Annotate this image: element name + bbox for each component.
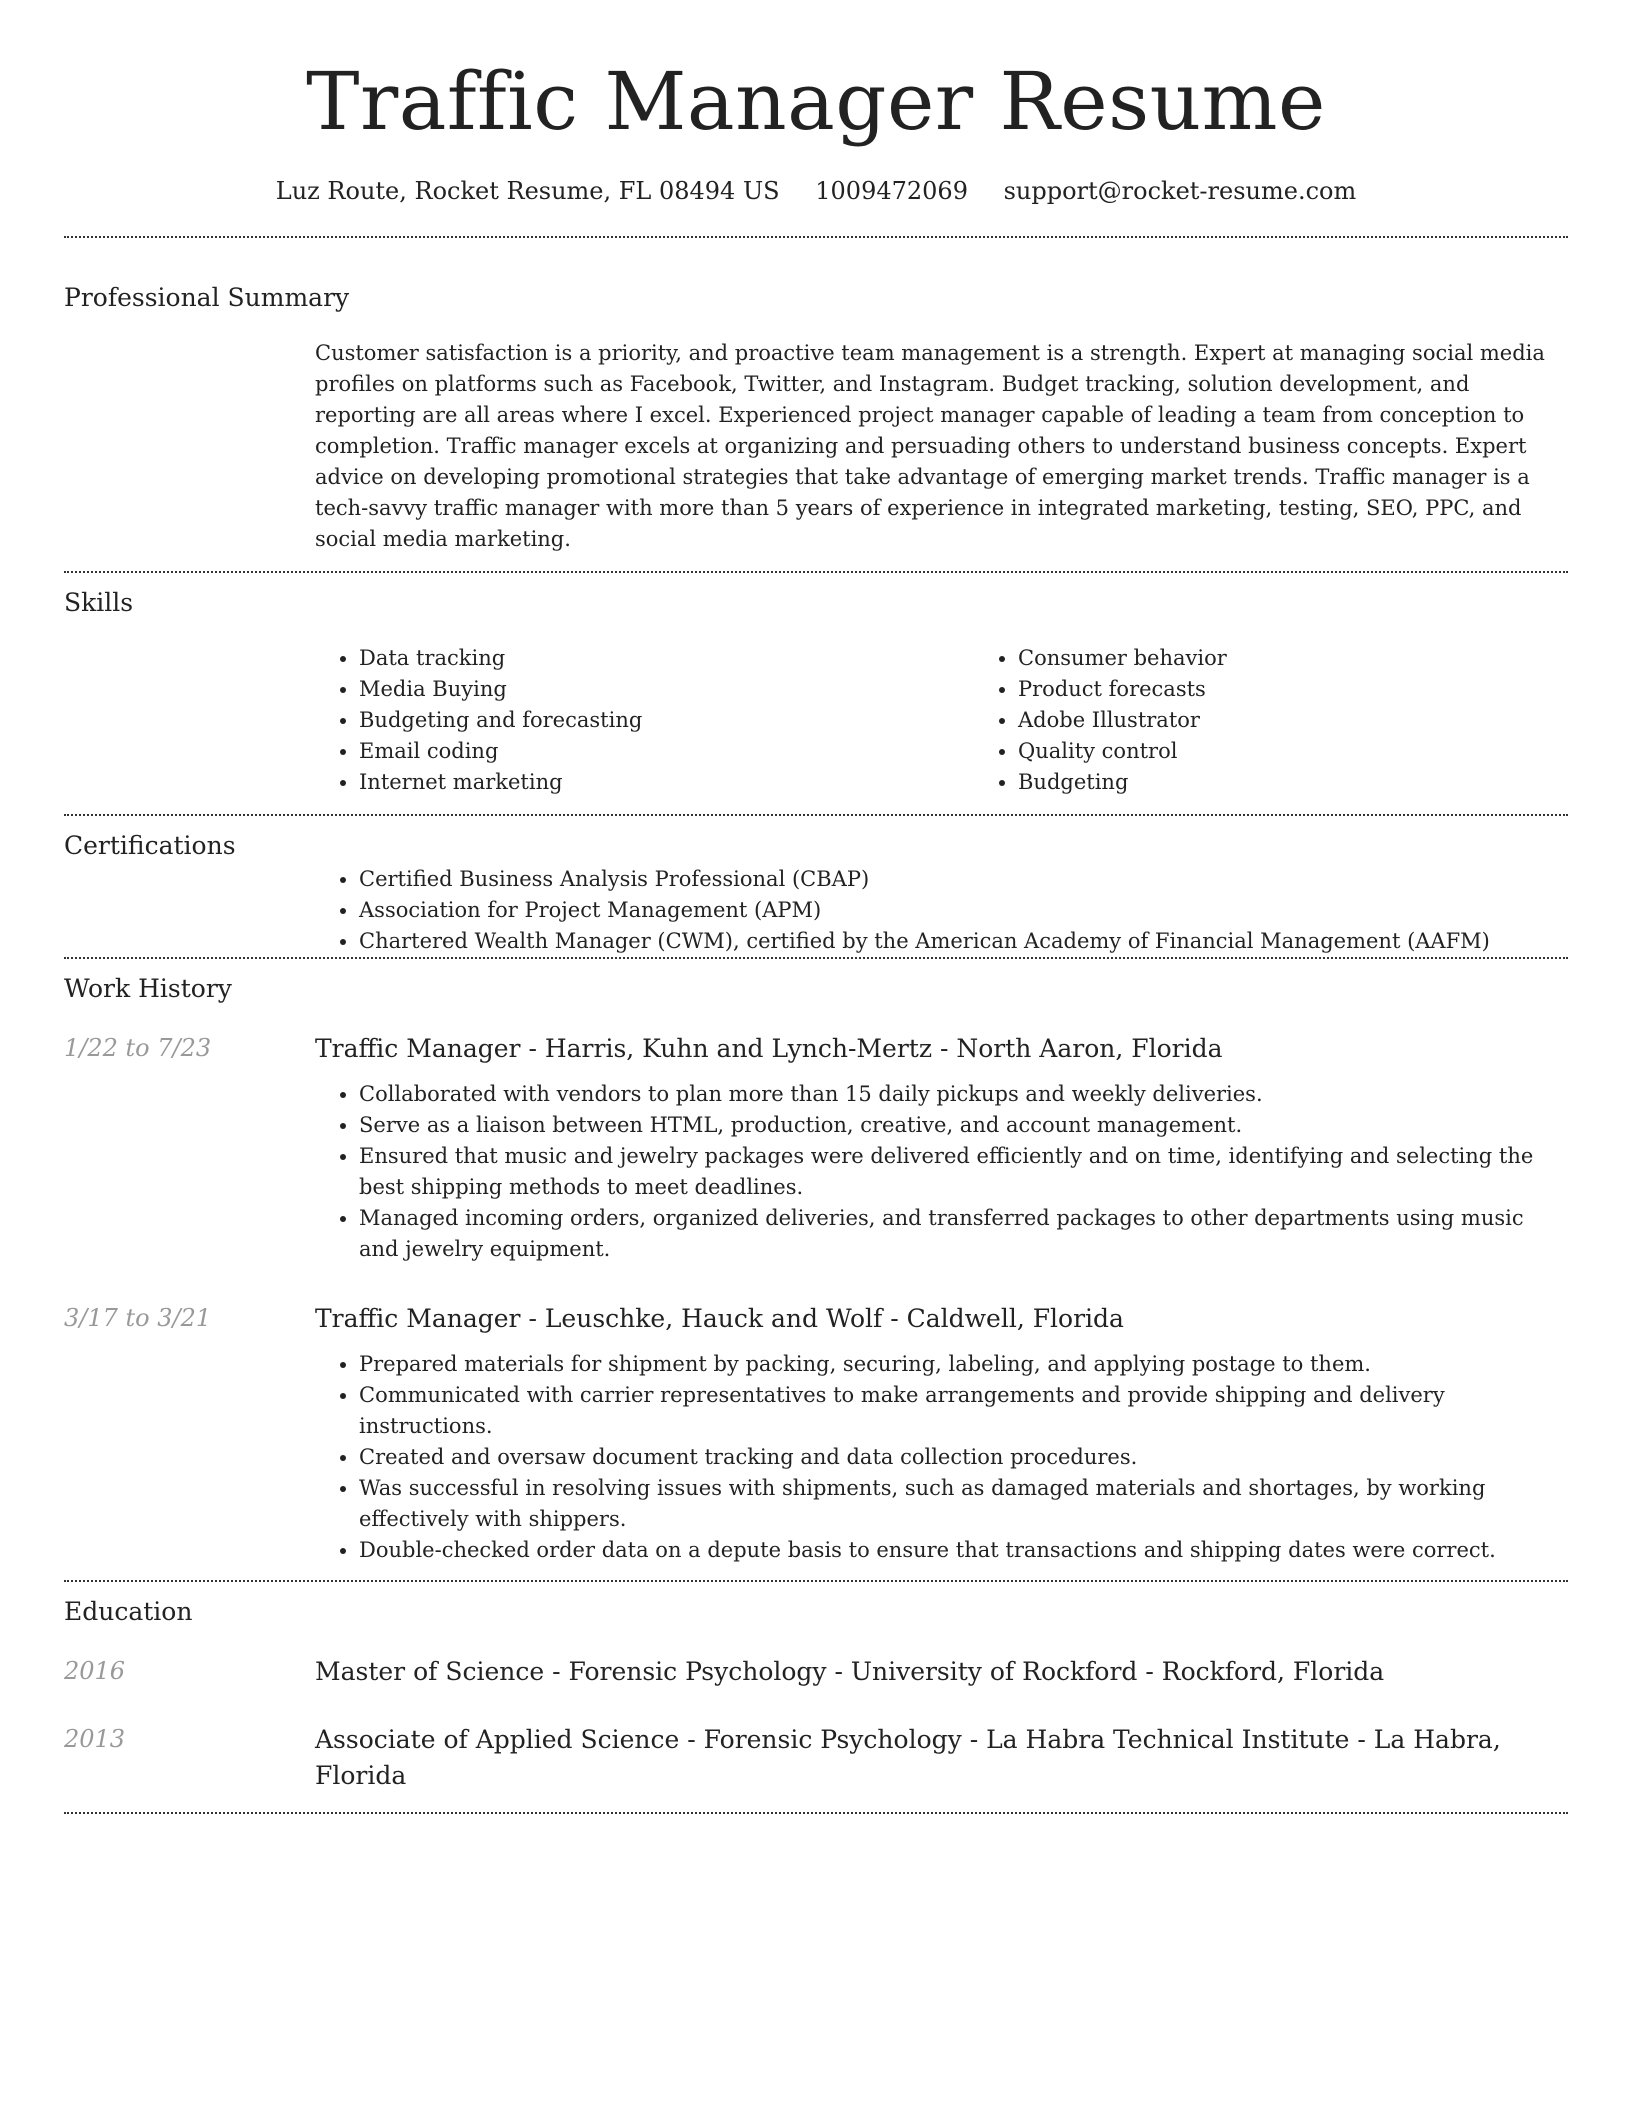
skills-grid: [315, 643, 1632, 798]
work-history-section: [64, 959, 1568, 1580]
certifications-section: [64, 816, 1568, 957]
job-bullet: • Double-checked order data on a depute basis to ensure that transactions and shipping dates were correct.: [359, 1535, 1568, 1566]
education-year: 2013: [64, 1725, 126, 1753]
job-bullet: • Communicated with carrier representatives to make arrangements and provide shipping and delivery instructions.: [359, 1380, 1568, 1442]
certifications-list: [315, 864, 1568, 957]
skill-item: • Internet marketing: [359, 767, 974, 798]
job-bullet: • Managed incoming orders, organized deliveries, and transferred packages to other departments using music and jewelry equipment.: [359, 1203, 1568, 1265]
job-dates: 1/22 to 7/23: [64, 1034, 212, 1062]
skills-list-left: [315, 643, 974, 798]
skill-item: • Product forecasts: [1018, 674, 1632, 705]
summary-section: [64, 238, 1568, 571]
resume-header: [64, 48, 1568, 208]
job-bullet: • Was successful in resolving issues with shipments, such as damaged materials and shortages, by working effectively with shippers.: [359, 1473, 1568, 1535]
job-bullet: • Created and oversaw document tracking and data collection procedures.: [359, 1442, 1568, 1473]
summary-text: Customer satisfaction is a priority, and proactive team management is a strength. Expert at managing social media profiles on platforms such as Facebook, Twitter, and Instagram. Budget tracking, solution development, and reporting are all areas where I excel. Experienced project manager capable of leading a team from conception to completion. Traffic manager excels at organizing and persuading others to understand business concepts. Expert advice on developing promotional strategies that take advantage of emerging market trends. Traffic manager is a tech-savvy traffic manager with more than 5 years of experience in integrated marketing, testing, SEO, PPC, and social media marketing.: [315, 341, 1545, 551]
skills-list-right: [974, 643, 1632, 798]
job-entry: [64, 1301, 1568, 1566]
skill-item: • Media Buying: [359, 674, 974, 705]
education-degree: Master of Science - Forensic Psychology - University of Rockford - Rockford, Florida: [315, 1657, 1385, 1686]
education-degree: Associate of Applied Science - Forensic Psychology - La Habra Technical Institute - La Habra, Florida: [315, 1725, 1501, 1790]
job-bullet: • Serve as a liaison between HTML, production, creative, and account management.: [359, 1110, 1568, 1141]
education-section: [64, 1582, 1568, 1812]
skills-heading: Skills: [64, 588, 134, 617]
job-dates: 3/17 to 3/21: [64, 1304, 212, 1332]
job-title: Traffic Manager - Harris, Kuhn and Lynch-Mertz - North Aaron, Florida: [315, 1034, 1223, 1063]
skill-item: • Adobe Illustrator: [1018, 705, 1632, 736]
job-entry: [64, 1031, 1568, 1265]
job-bullet: • Prepared materials for shipment by packing, securing, labeling, and applying postage to them.: [359, 1349, 1568, 1380]
contact-address: Luz Route, Rocket Resume, FL 08494 US: [275, 177, 780, 205]
contact-email: support@rocket-resume.com: [1003, 177, 1357, 205]
skill-item: • Budgeting and forecasting: [359, 705, 974, 736]
job-bullets: [315, 1349, 1568, 1566]
education-year: 2016: [64, 1657, 126, 1685]
skill-item: • Consumer behavior: [1018, 643, 1632, 674]
work-history-heading: Work History: [64, 974, 232, 1003]
certification-item: • Chartered Wealth Manager (CWM), certified by the American Academy of Financial Management (AAFM): [359, 926, 1568, 957]
certifications-heading: Certifications: [64, 831, 236, 860]
contact-phone: 1009472069: [815, 177, 968, 205]
skill-item: • Budgeting: [1018, 767, 1632, 798]
skills-section: [64, 573, 1568, 814]
education-entry: [64, 1722, 1568, 1794]
resume-title: Traffic Manager Resume: [306, 55, 1326, 148]
certification-item: • Certified Business Analysis Professional (CBAP): [359, 864, 1568, 895]
education-entry: [64, 1654, 1568, 1690]
skill-item: • Data tracking: [359, 643, 974, 674]
education-heading: Education: [64, 1597, 193, 1626]
divider: [64, 1812, 1568, 1814]
job-bullet: • Collaborated with vendors to plan more than 15 daily pickups and weekly deliveries.: [359, 1079, 1568, 1110]
job-title: Traffic Manager - Leuschke, Hauck and Wolf - Caldwell, Florida: [315, 1304, 1124, 1333]
job-bullet: • Ensured that music and jewelry packages were delivered efficiently and on time, identifying and selecting the best shipping methods to meet deadlines.: [359, 1141, 1568, 1203]
certification-item: • Association for Project Management (APM): [359, 895, 1568, 926]
skill-item: • Email coding: [359, 736, 974, 767]
summary-heading: Professional Summary: [64, 283, 350, 312]
contact-line: [64, 174, 1568, 208]
skill-item: • Quality control: [1018, 736, 1632, 767]
job-bullets: [315, 1079, 1568, 1265]
